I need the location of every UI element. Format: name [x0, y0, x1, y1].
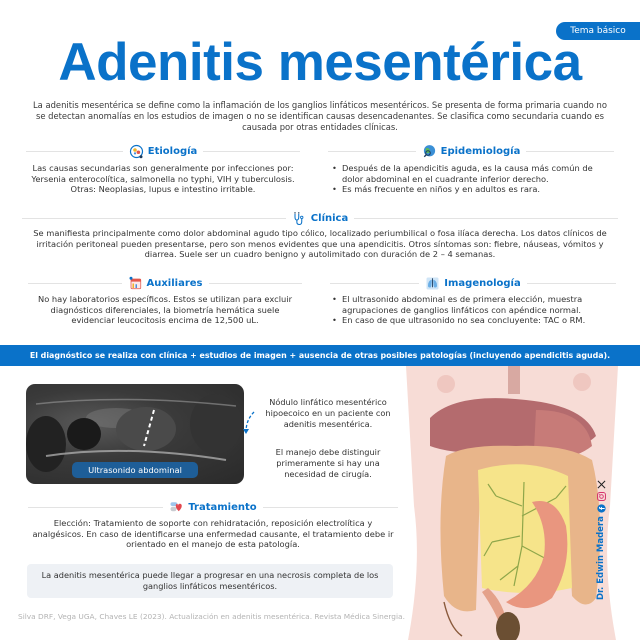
ultrasound-label: Ultrasonido abdominal — [72, 462, 198, 478]
globe-magnifier-icon — [422, 144, 437, 159]
author-credit — [596, 480, 606, 600]
section-title: Imagenología — [444, 277, 521, 289]
necrosis-note — [27, 564, 393, 598]
section-heading-imagenologia — [330, 274, 616, 292]
section-heading-epidemiologia — [328, 142, 614, 160]
pills-heart-icon — [169, 500, 184, 515]
list-item: • El ultrasonido abdominal es de primera elección, muestra agrupaciones de ganglios linfáticos con apéndice normal. — [330, 294, 616, 315]
abdomen-anatomy-illustration — [396, 366, 628, 640]
divider — [209, 283, 303, 284]
section-heading-clinica — [22, 209, 618, 227]
list-item: • Después de la apendicitis aguda, es la causa más común de dolor abdominal en el cuadrante inferior derecho. — [330, 163, 616, 184]
lab-calendar-icon — [128, 276, 143, 291]
nodule-caption: Nódulo linfático mesentérico hipoecoico en un paciente con adenitis mesentérica. — [265, 397, 391, 429]
divider — [26, 151, 123, 152]
section-title: Etiología — [147, 145, 198, 157]
section-title: Epidemiología — [440, 145, 521, 157]
instagram-icon[interactable] — [597, 492, 606, 501]
author-name: Dr. Edwin Madera — [596, 516, 606, 600]
section-title: Clínica — [310, 212, 349, 224]
topic-badge: Tema básico — [556, 22, 640, 40]
section-title: Auxiliares — [146, 277, 203, 289]
auxiliares-text: No hay laboratorios específicos. Estos se utilizan para excluir diagnósticos diferenciales, la biometría hemática suele evidenciar leucocitosis encima de 12,500 uL. — [38, 294, 292, 326]
bacteria-icon — [129, 144, 144, 159]
section-heading-etiologia — [26, 142, 300, 160]
note-text: La adenitis mesentérica puede llegar a progresar en una necrosis completa de los ganglios linfáticos mesentéricos. — [41, 570, 379, 591]
clinica-text: Se manifiesta principalmente como dolor abdominal agudo tipo cólico, localizado periumbilical o fosa ilíaca derecha. Los datos clínicos de irritación peritoneal pueden presentarse, pero son menos evidentes que una apendicitis. Otros síntomas son: fiebre, náuseas, vómitos y diarrea. Suele ser un cuadro benigno y autolimitado con duración de 2 – 4 semanas. — [33, 228, 607, 260]
citation: Silva DRF, Vega UGA, Chaves LE (2023). Actualización en adenitis mesentérica. Revista Médica Sinergia. — [18, 612, 405, 621]
divider — [28, 283, 122, 284]
management-caption: El manejo debe distinguir primeramente si hay una necesidad de cirugía. — [275, 447, 381, 479]
divider — [328, 151, 416, 152]
divider — [330, 283, 419, 284]
divider — [203, 151, 300, 152]
divider — [28, 507, 163, 508]
diagnosis-banner: El diagnóstico se realiza con clínica + estudios de imagen + ausencia de otras posibles patologías (incluyendo apendicitis aguda). — [0, 345, 640, 366]
divider — [526, 151, 614, 152]
section-heading-tratamiento — [28, 498, 398, 516]
facebook-icon[interactable] — [597, 504, 606, 513]
page-title: Adenitis mesentérica — [58, 33, 582, 92]
imagenologia-list — [330, 294, 616, 326]
stethoscope-icon — [292, 211, 307, 226]
dashed-arrow-icon — [242, 410, 256, 436]
section-title: Tratamiento — [188, 501, 257, 513]
epidemiologia-list — [330, 163, 616, 195]
divider — [22, 218, 286, 219]
tratamiento-text: Elección: Tratamiento de soporte con rehidratación, reposición electrolítica y analgésicos. En caso de identificarse una enfermedad causante, el tratamiento debe ir orientado en el manejo de esta patología. — [32, 518, 394, 550]
divider — [354, 218, 618, 219]
xray-lungs-icon — [425, 276, 440, 291]
list-item: • Es más frecuente en niños y en adultos es rara. — [330, 184, 616, 195]
etiologia-text: Las causas secundarias son generalmente por infecciones por: Yersenia enterocolítica, salmonella no typhi, VIH y tuberculosis. Otras: Neoplasias, lupus e intestino irritable. — [31, 163, 295, 195]
divider — [263, 507, 398, 508]
section-heading-auxiliares — [28, 274, 302, 292]
x-icon[interactable] — [597, 480, 606, 489]
list-item: • En caso de que ultrasonido no sea concluyente: TAC o RM. — [330, 315, 616, 326]
divider — [527, 283, 616, 284]
intro-paragraph: La adenitis mesentérica se define como la inflamación de los ganglios linfáticos mesentéricos. Se presenta de forma primaria cuando no se detectan anomalías en los estudios de imagen o no se identifican causas desencadenantes. Se clasifica como secundaria cuando es causada por otras entidades clínicas. — [33, 100, 607, 132]
